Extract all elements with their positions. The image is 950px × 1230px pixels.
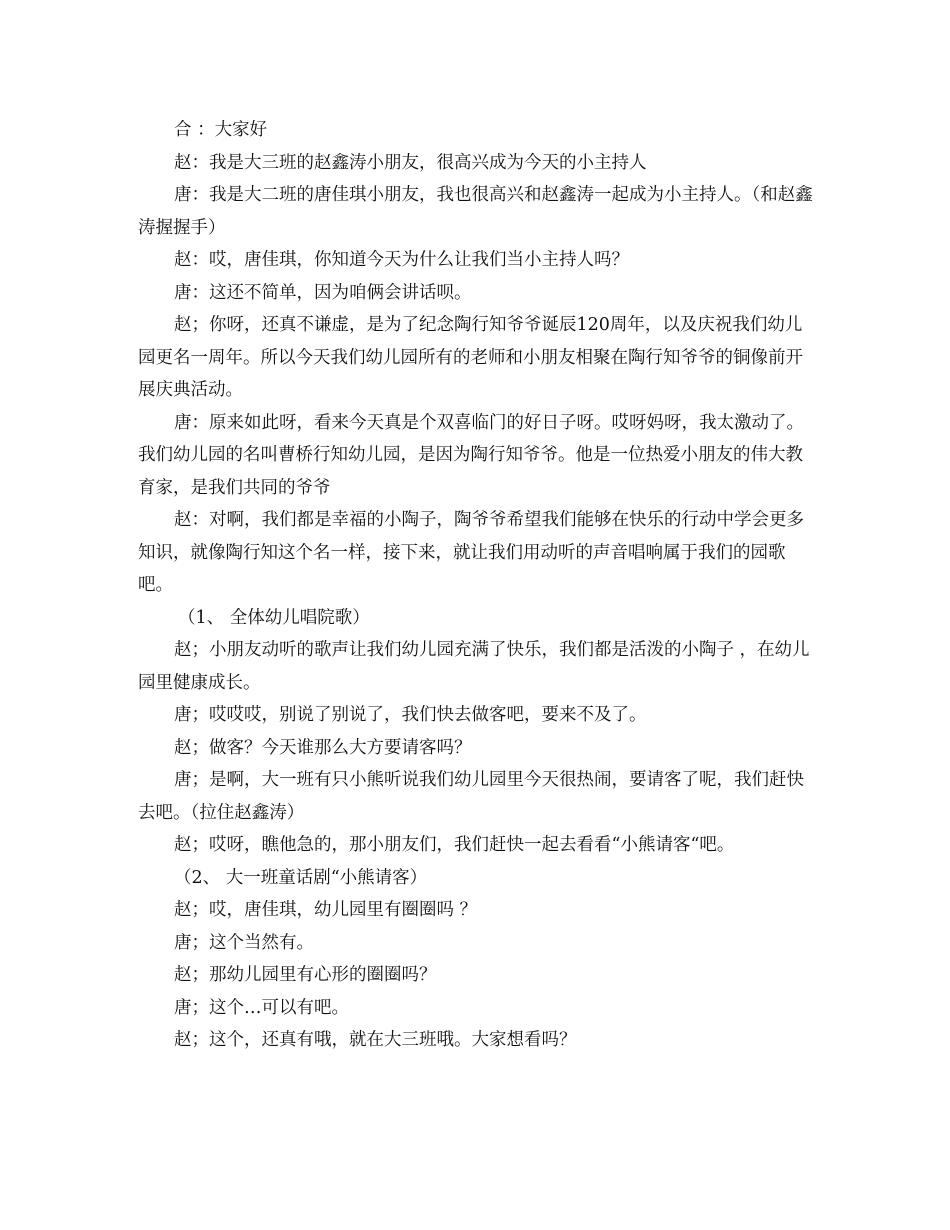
paragraph-zhao-question: 赵：哎，唐佳琪，你知道今天为什么让我们当小主持人吗？ (174, 250, 629, 270)
paragraph-program-2: （2、 大一班童话剧“小熊请客） (174, 867, 428, 888)
paragraph-tang-answer: 唐：这还不简单，因为咱俩会讲话呗。 (174, 282, 472, 303)
paragraph-zhao-anniversary: 赵；你呀，还真不谦虚，是为了纪念陶行知爷爷诞辰120周年，以及庆祝我们幼儿园更名一周年。所以今天我们幼儿园所有的老师和小朋友相聚在陶行知爷爷的铜像前开展庆典活动。 (138, 315, 803, 400)
paragraph-zhao-guest: 赵；做客？今天谁那么大方要请客吗？ (174, 737, 472, 758)
paragraph-zhao-intro: 赵：我是大三班的赵鑫涛小朋友，很高兴成为今天的小主持人 (174, 152, 647, 173)
paragraph-zhao-circles: 赵；哎，唐佳琪，幼儿园里有圈圈吗 ？ (174, 900, 478, 920)
script-text (138, 114, 818, 1057)
paragraph-zhao-song-intro: 赵：对啊，我们都是幸福的小陶子，陶爷爷希望我们能够在快乐的行动中学会更多知识，就像陶行知这个名一样，接下来，就让我们用动听的声音唱响属于我们的园歌吧。 (138, 510, 804, 595)
paragraph-tang-bear: 唐；是啊，大一班有只小熊听说我们幼儿园里今天很热闹，要请客了呢，我们赶快去吧。（拉住赵鑫涛） (138, 770, 804, 823)
paragraph-tang-hurry: 唐；哎哎哎，别说了别说了，我们快去做客吧，要来不及了。 (174, 705, 647, 725)
paragraph-tang-maybe: 唐；这个…可以有吧。 (174, 997, 349, 1018)
paragraph-zhao-after-song: 赵；小朋友动听的歌声让我们幼儿园充满了快乐，我们都是活泼的小陶子 ，在幼儿园里健康成长。 (138, 640, 810, 693)
paragraph-tang-intro: 唐：我是大二班的唐佳琪小朋友，我也很高兴和赵鑫涛一起成为小主持人。（和赵鑫涛握握手） (138, 185, 813, 238)
paragraph-zhao-heart: 赵；那幼儿园里有心形的圈圈吗？ (174, 965, 437, 985)
paragraph-tang-of-course: 唐；这个当然有。 (174, 932, 314, 953)
paragraph-program-1: （1、 全体幼儿唱院歌） (178, 607, 370, 628)
paragraph-zhao-class-three: 赵；这个，还真有哦，就在大三班哦。大家想看吗？ (174, 1030, 577, 1050)
paragraph-zhao-bear-intro: 赵；哎呀，瞧他急的，那小朋友们，我们赶快一起去看看“小熊请客“吧。 (174, 835, 735, 855)
paragraph-greeting: 合 ：大家好 (174, 120, 268, 140)
paragraph-tang-excited: 唐：原来如此呀，看来今天真是个双喜临门的好日子呀。哎呀妈呀，我太激动了。我们幼儿园的名叫曹桥行知幼儿园，是因为陶行知爷爷。他是一位热爱小朋友的伟大教育家，是我们共同的爷爷 (138, 412, 804, 498)
